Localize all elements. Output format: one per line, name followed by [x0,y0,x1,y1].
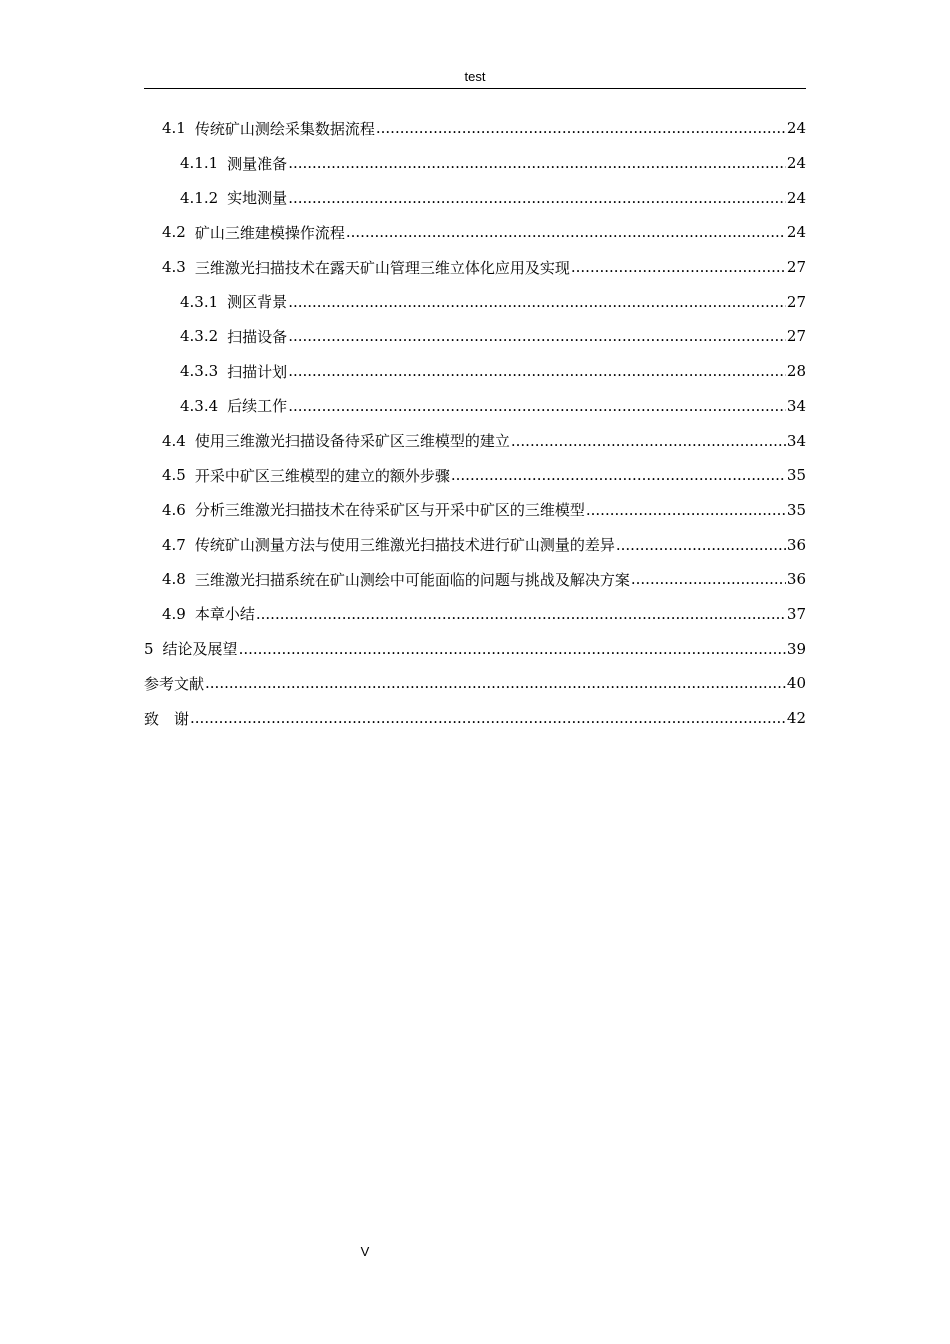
toc-title: 本章小结 [194,605,255,624]
toc-entry[interactable] [144,284,806,319]
toc-leader-dots [288,293,786,311]
toc-title: 参考文献 [144,674,205,693]
toc-title: 分析三维激光扫描技术在待采矿区与开采中矿区的三维模型 [194,501,585,520]
toc-number: 4.2 [162,223,186,242]
page-header [144,68,806,89]
toc-number: 4.8 [162,570,186,589]
toc-title: 矿山三维建模操作流程 [194,223,345,242]
toc-page-number: 24 [786,188,806,207]
toc-page-number: 24 [786,119,806,138]
toc-leader-dots [288,189,786,207]
toc-entry[interactable] [144,319,806,354]
toc-number: 4.9 [162,604,186,623]
toc-leader-dots [256,605,786,623]
toc-leader-dots [190,709,786,727]
toc-title: 结论及展望 [162,640,238,659]
toc-title: 测量准备 [227,154,288,173]
toc-title: 后续工作 [227,397,288,416]
toc-leader-dots [586,501,786,519]
toc-entry[interactable] [144,458,806,493]
toc-page-number: 42 [786,709,806,728]
page-footer [340,1244,390,1259]
header-text: test [464,69,486,84]
toc-leader-dots [631,570,786,588]
toc-leader-dots [288,397,786,415]
toc-number: 4.3.3 [180,362,219,381]
toc-number: 4.3.1 [180,292,219,311]
toc-page-number: 34 [786,396,806,415]
toc-page-number: 27 [786,327,806,346]
toc-entry[interactable] [144,250,806,285]
toc-number: 4.1.1 [180,154,219,173]
toc-number: 4.1.2 [180,188,219,207]
toc-number: 4.3.4 [180,396,219,415]
toc-number: 5 [144,639,154,658]
toc-leader-dots [376,119,786,137]
toc-title: 实地测量 [227,189,288,208]
toc-page-number: 36 [786,570,806,589]
toc-leader-dots [205,674,786,692]
toc-entry[interactable] [144,354,806,389]
toc-leader-dots [288,362,786,380]
toc-entry[interactable] [144,631,806,666]
toc-page-number: 35 [786,466,806,485]
toc-entry[interactable] [144,389,806,424]
toc-number: 4.1 [162,119,186,138]
toc-page-number: 36 [786,535,806,554]
toc-entry[interactable] [144,111,806,146]
toc-entry[interactable] [144,597,806,632]
toc-leader-dots [346,223,786,241]
toc-page-number: 40 [786,674,806,693]
toc-leader-dots [288,327,786,345]
toc-leader-dots [451,466,786,484]
toc-entry[interactable] [144,146,806,181]
toc-leader-dots [571,258,786,276]
table-of-contents [144,111,806,735]
toc-page-number: 24 [786,154,806,173]
toc-title: 三维激光扫描系统在矿山测绘中可能面临的问题与挑战及解决方案 [194,570,630,589]
toc-entry[interactable] [144,562,806,597]
toc-page-number: 24 [786,223,806,242]
toc-page-number: 39 [786,639,806,658]
toc-entry[interactable] [144,493,806,528]
toc-title: 扫描设备 [227,327,288,346]
toc-number: 4.5 [162,466,186,485]
toc-page-number: 35 [786,500,806,519]
toc-entry[interactable] [144,215,806,250]
toc-page-number: 27 [786,258,806,277]
toc-title: 致 谢 [144,709,190,728]
toc-entry[interactable] [144,701,806,736]
toc-page-number: 28 [786,362,806,381]
toc-leader-dots [239,640,786,658]
toc-page-number: 27 [786,292,806,311]
toc-title: 扫描计划 [227,362,288,381]
toc-entry[interactable] [144,666,806,701]
toc-title: 三维激光扫描技术在露天矿山管理三维立体化应用及实现 [194,258,570,277]
toc-title: 传统矿山测量方法与使用三维激光扫描技术进行矿山测量的差异 [194,536,615,555]
toc-number: 4.3.2 [180,327,219,346]
toc-number: 4.3 [162,258,186,277]
toc-leader-dots [288,154,786,172]
toc-entry[interactable] [144,527,806,562]
toc-page-number: 34 [786,431,806,450]
toc-page-number: 37 [786,604,806,623]
toc-entry[interactable] [144,423,806,458]
toc-number: 4.6 [162,500,186,519]
toc-title: 传统矿山测绘采集数据流程 [194,119,375,138]
toc-title: 测区背景 [227,293,288,312]
toc-entry[interactable] [144,180,806,215]
toc-title: 使用三维激光扫描设备待采矿区三维模型的建立 [194,432,510,451]
toc-number: 4.7 [162,535,186,554]
footer-page-number: V [360,1244,370,1259]
toc-number: 4.4 [162,431,186,450]
toc-leader-dots [511,432,786,450]
toc-title: 开采中矿区三维模型的建立的额外步骤 [194,466,450,485]
toc-leader-dots [616,536,786,554]
